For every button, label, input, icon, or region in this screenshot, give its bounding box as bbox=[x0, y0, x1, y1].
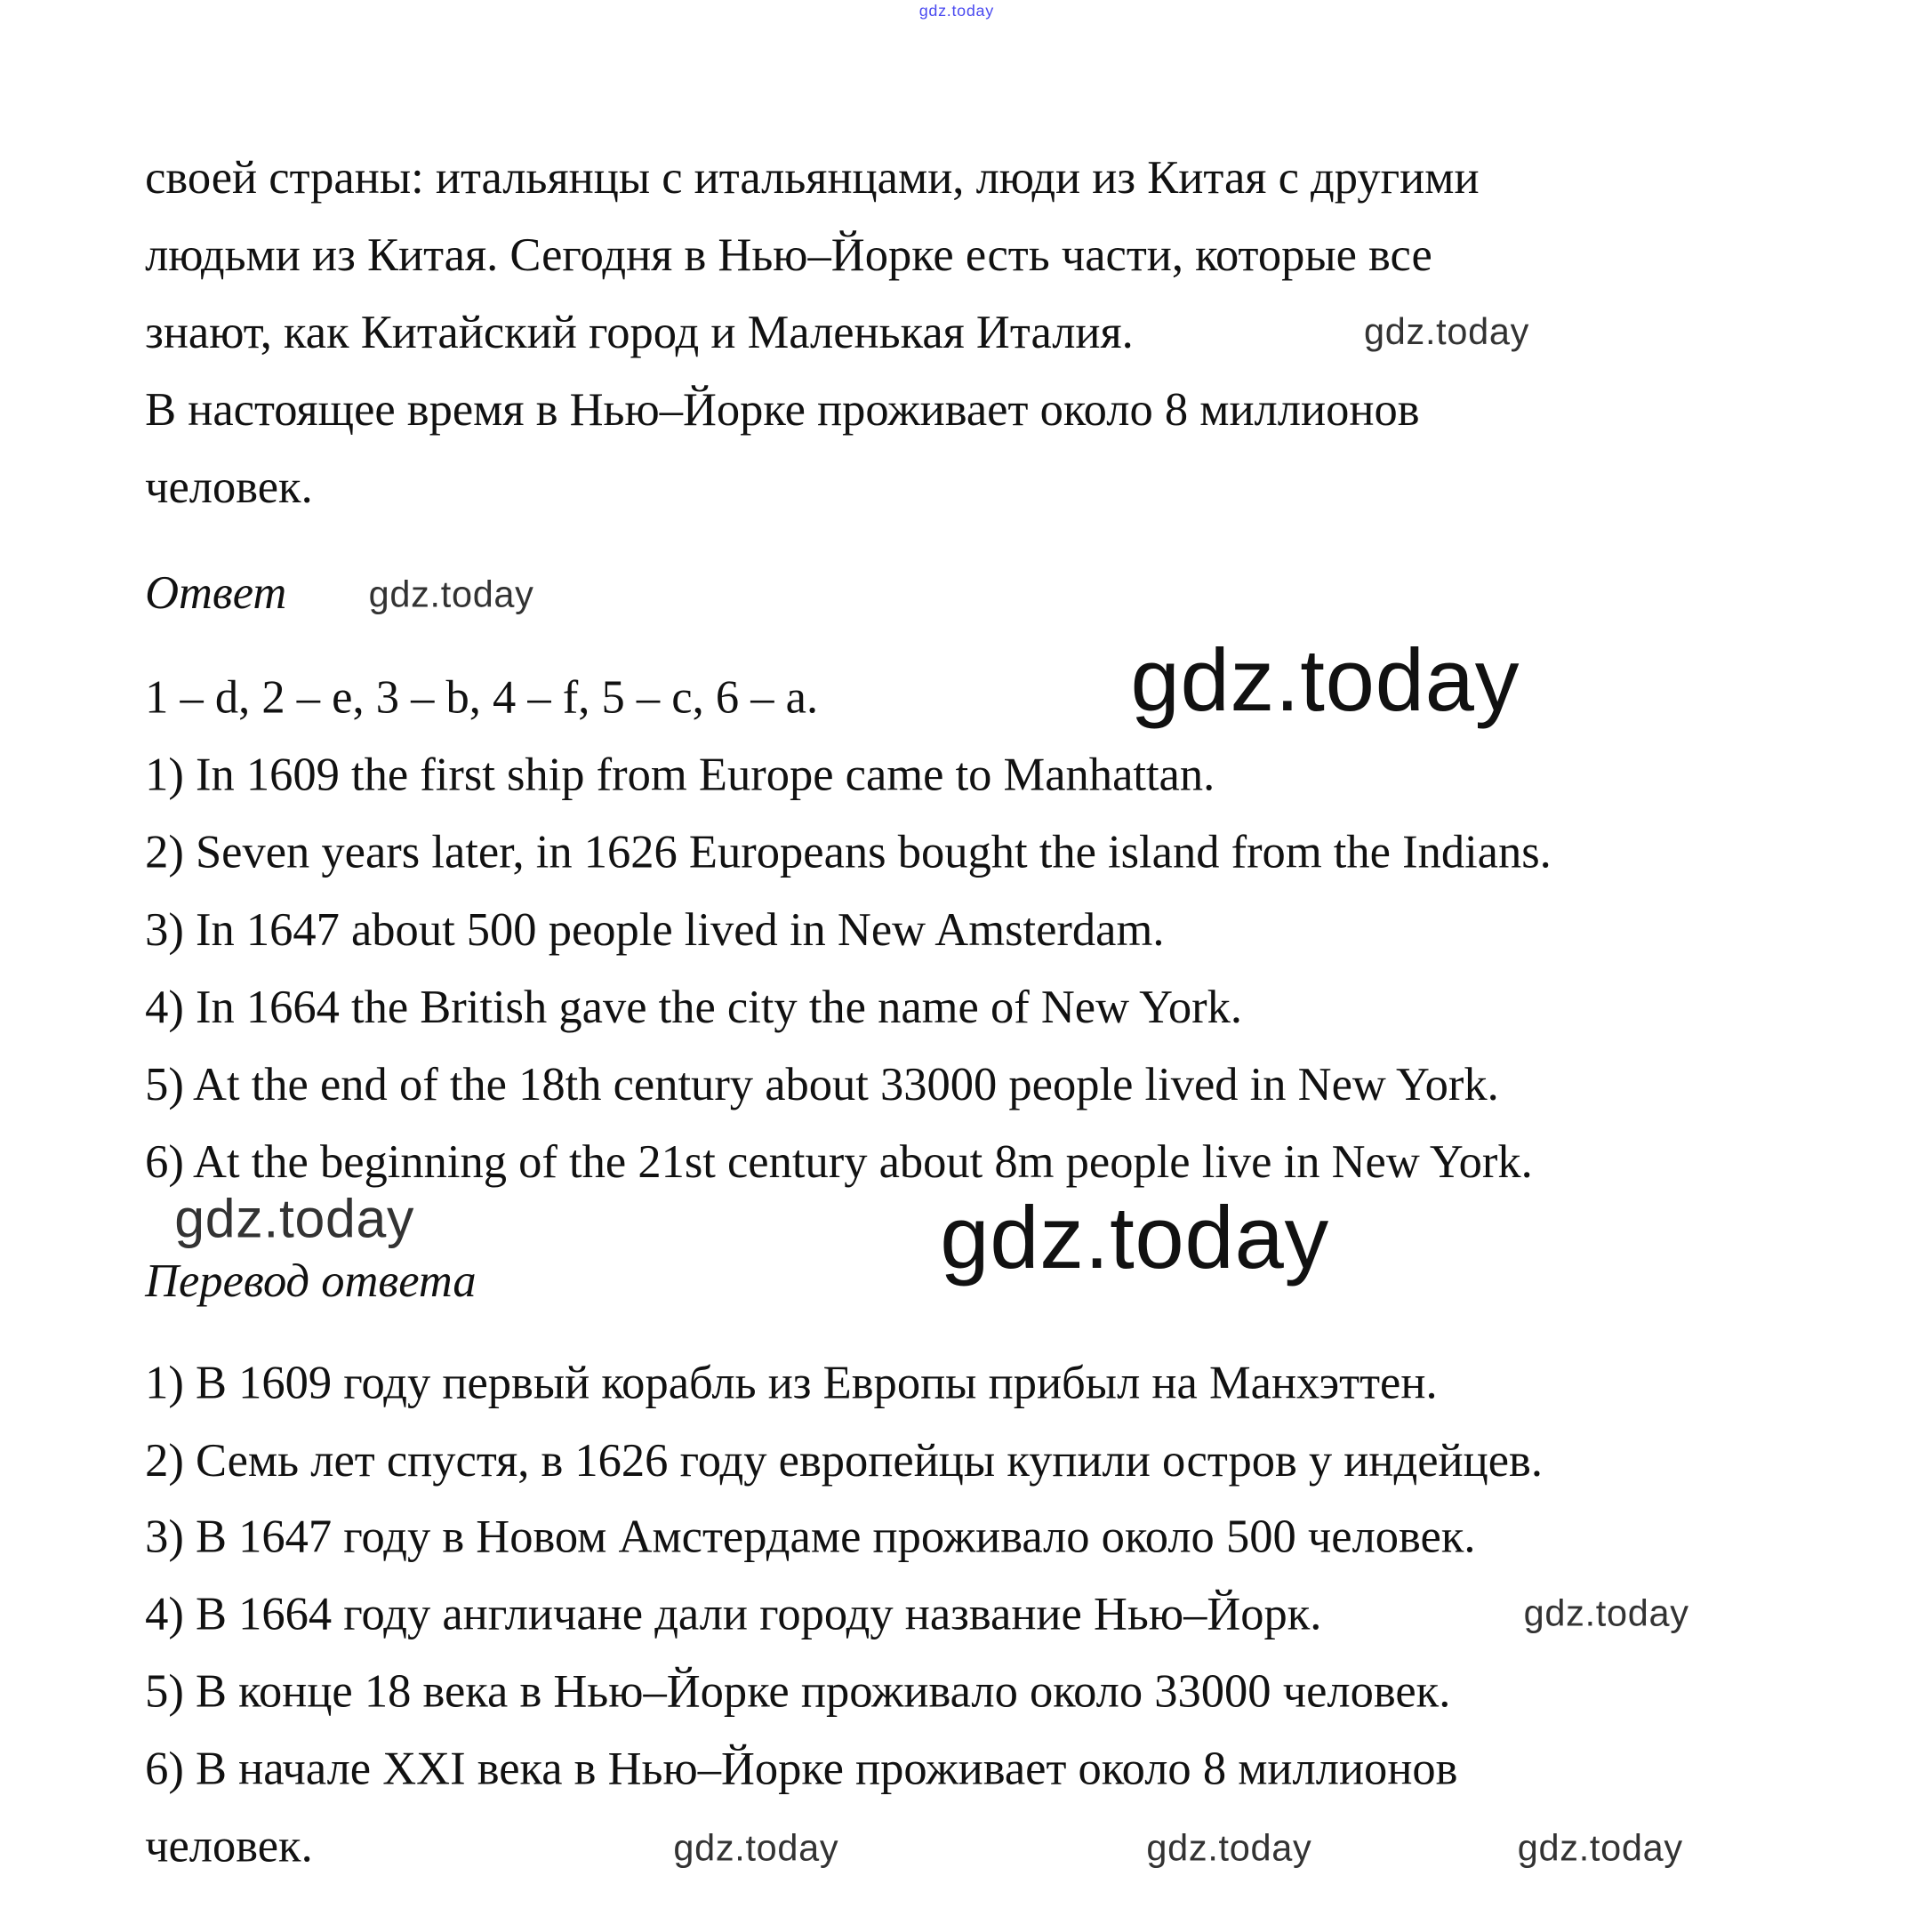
translation-line: 6) В начале XXI века в Нью–Йорке проживает около 8 миллионов bbox=[145, 1744, 1458, 1796]
translation-line: 3) В 1647 году в Новом Амстердаме проживало около 500 человек. bbox=[145, 1511, 1476, 1563]
translation-line: человек. bbox=[145, 1821, 313, 1873]
paragraph-line: человек. bbox=[145, 461, 313, 514]
watermark: gdz.today bbox=[1130, 631, 1520, 730]
answer-heading: Ответ bbox=[145, 567, 287, 620]
watermark: gdz.today bbox=[1364, 312, 1530, 353]
translation-line: 4) В 1664 году англичане дали городу название Нью–Йорк. bbox=[145, 1588, 1322, 1640]
answer-line: 4) In 1664 the British gave the city the name of New York. bbox=[145, 982, 1242, 1034]
watermark: gdz.today bbox=[368, 574, 534, 616]
watermark: gdz.today bbox=[940, 1189, 1329, 1288]
watermark: gdz.today bbox=[918, 1, 994, 20]
paragraph-line: людьми из Китая. Сегодня в Нью–Йорке есть части, которые все bbox=[145, 229, 1432, 282]
watermark: gdz.today bbox=[673, 1828, 839, 1870]
watermark: gdz.today bbox=[1517, 1828, 1683, 1870]
watermark: gdz.today bbox=[1523, 1593, 1689, 1635]
answer-line: 6) At the beginning of the 21st century about 8m people live in New York. bbox=[145, 1136, 1533, 1189]
translation-line: 2) Семь лет спустя, в 1626 году европейцы купили остров у индейцев. bbox=[145, 1435, 1543, 1487]
paragraph-line: своей страны: итальянцы с итальянцами, люди из Китая с другими bbox=[145, 152, 1480, 204]
translation-line: 1) В 1609 году первый корабль из Европы прибыл на Манхэттен. bbox=[145, 1358, 1438, 1410]
translation-line: 5) В конце 18 века в Нью–Йорке проживало около 33000 человек. bbox=[145, 1665, 1451, 1719]
answer-line: 3) In 1647 about 500 people lived in New Amsterdam. bbox=[145, 904, 1165, 957]
answer-key: 1 – d, 2 – e, 3 – b, 4 – f, 5 – c, 6 – a. bbox=[145, 671, 819, 724]
answer-line: 1) In 1609 the first ship from Europe came to Manhattan. bbox=[145, 750, 1215, 802]
paragraph-line: знают, как Китайский город и Маленькая Италия. bbox=[145, 307, 1134, 359]
answer-line: 5) At the end of the 18th century about 33000 people lived in New York. bbox=[145, 1059, 1499, 1111]
paragraph-line: В настоящее время в Нью–Йорке проживает около 8 миллионов bbox=[145, 384, 1420, 437]
translation-heading: Перевод ответа bbox=[145, 1255, 477, 1308]
watermark: gdz.today bbox=[174, 1189, 415, 1250]
watermark: gdz.today bbox=[1146, 1828, 1312, 1870]
answer-line: 2) Seven years later, in 1626 Europeans bought the island from the Indians. bbox=[145, 827, 1552, 879]
